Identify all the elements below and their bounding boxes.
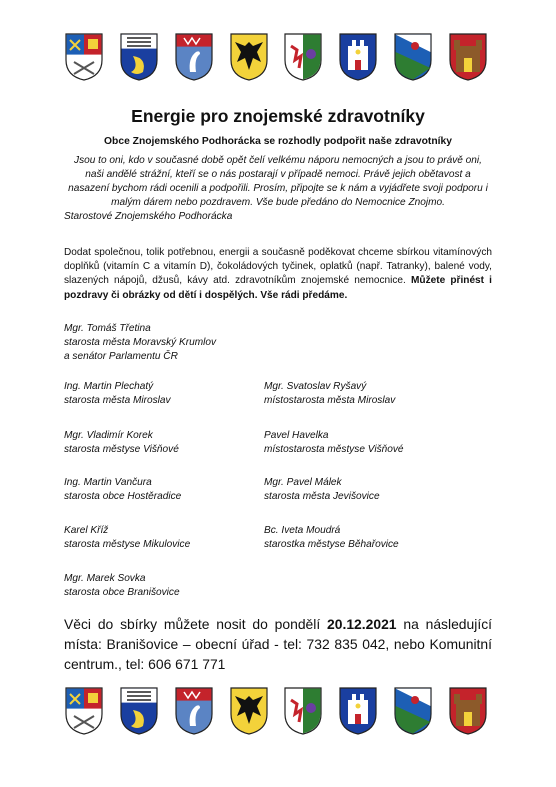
signer-block (264, 429, 404, 457)
jevisovice-crest-icon (229, 686, 269, 736)
page-subtitle: Obce Znojemského Podhorácka se rozhodly podpořit naše zdravotníky (104, 136, 452, 147)
branisovice-crest-icon (64, 32, 104, 82)
signer-name: Karel Kříž (64, 525, 109, 536)
intro-paragraph (64, 154, 492, 224)
visnove-crest-icon (338, 32, 378, 82)
body-paragraph (64, 246, 492, 303)
body-text: Dodat společnou, tolik potřebnou, energii a současně poděkovat chceme sbírkou vitamínových doplňků (vitamín C a vitamín D), čokoládových tyčinek, oplatků (např. Tatranky), balené vody, slazených nápojů, džusů, kávy atd. zdravotníkům znojemské nemocnice. (64, 247, 492, 287)
signer-name: Mgr. Svatoslav Ryšavý (264, 381, 367, 392)
signer-block (264, 524, 399, 552)
collection-info-places: na následující místa: Branišovice – obecní úřad - tel: 732 835 042, nebo Komunitní centrum., tel: 606 671 771 (64, 616, 492, 672)
mikulovice-crest-icon (119, 32, 159, 82)
signer-name: Mgr. Vladimír Korek (64, 430, 153, 441)
signer-block (64, 524, 190, 552)
signer-name: Mgr. Pavel Málek (264, 477, 342, 488)
signer-name: Mgr. Marek Sovka (64, 573, 146, 584)
signer-block (64, 476, 181, 504)
signer-role: starosta města Jevišovice (264, 491, 380, 503)
signer-name: Ing. Martin Vančura (64, 477, 152, 488)
page-title: Energie pro znojemské zdravotníky (131, 106, 425, 126)
hosteradice-crest-icon (174, 32, 214, 82)
intro-text: Jsou to oni, kdo v současné době opět čelí velkému náporu nemocných a jsou to právě oni, naši andělé strážní, kteří se o nás postarají v případě nemoci. Právě jejich obětavost a nasazení bychom rádi ocenili a podpořili. Prosím, připojte se k nám a vyjádřete svoji podporu i malým dárem nebo pozdravem. Vše bude předáno do Nemocnice Znojmo. (68, 155, 488, 208)
intro-signature: Starostové Znojemského Podhorácka (64, 211, 233, 222)
collection-info-lead: Věci do sbírky můžete nosit do pondělí (64, 616, 328, 632)
signer-role: starosta obce Hostěradice (64, 491, 182, 503)
signer-name: Mgr. Tomáš Třetina (64, 323, 151, 334)
signer-block (64, 322, 216, 365)
visnove-crest-icon (338, 686, 378, 736)
signer-role: starosta obce Branišovice (64, 587, 180, 599)
hosteradice-crest-icon (174, 686, 214, 736)
mikulovice-crest-icon (119, 686, 159, 736)
signer-role: starosta městyse Višňové (64, 444, 179, 456)
crest-row-top (64, 32, 488, 82)
signer-block (64, 380, 171, 408)
signer-role: starosta města Miroslav (64, 395, 171, 407)
beharovice-crest-icon (448, 32, 488, 82)
body-bold-text: Můžete přinést i pozdravy či obrázky od dětí i dospělých. Vše rádi předáme. (64, 275, 492, 301)
signer-role: starostka městyse Běhařovice (264, 539, 399, 551)
crest-row-bottom (64, 686, 488, 736)
signer-role: starosta města Moravský Krumlov (64, 337, 217, 349)
collection-deadline-date: 20.12.2021 (327, 616, 397, 632)
signer-block (64, 429, 179, 457)
moravsky-krumlov-crest-icon (283, 32, 323, 82)
moravsky-krumlov-crest-icon (283, 686, 323, 736)
beharovice-crest-icon (448, 686, 488, 736)
signer-block (264, 476, 380, 504)
signer-name: Ing. Martin Plechatý (64, 381, 154, 392)
signer-name: Pavel Havelka (264, 430, 329, 441)
signer-role-extra: a senátor Parlamentu ČR (64, 351, 178, 363)
signer-role: starosta městyse Mikulovice (64, 539, 191, 551)
signer-name: Bc. Iveta Moudrá (264, 525, 341, 536)
miroslav-crest-icon (393, 32, 433, 82)
signer-role: místostarosta městyse Višňové (264, 444, 404, 456)
signer-role: místostarosta města Miroslav (264, 395, 396, 407)
branisovice-crest-icon (64, 686, 104, 736)
jevisovice-crest-icon (229, 32, 269, 82)
miroslav-crest-icon (393, 686, 433, 736)
signer-block (64, 572, 180, 600)
collection-info (64, 614, 492, 674)
signer-block (264, 380, 395, 408)
